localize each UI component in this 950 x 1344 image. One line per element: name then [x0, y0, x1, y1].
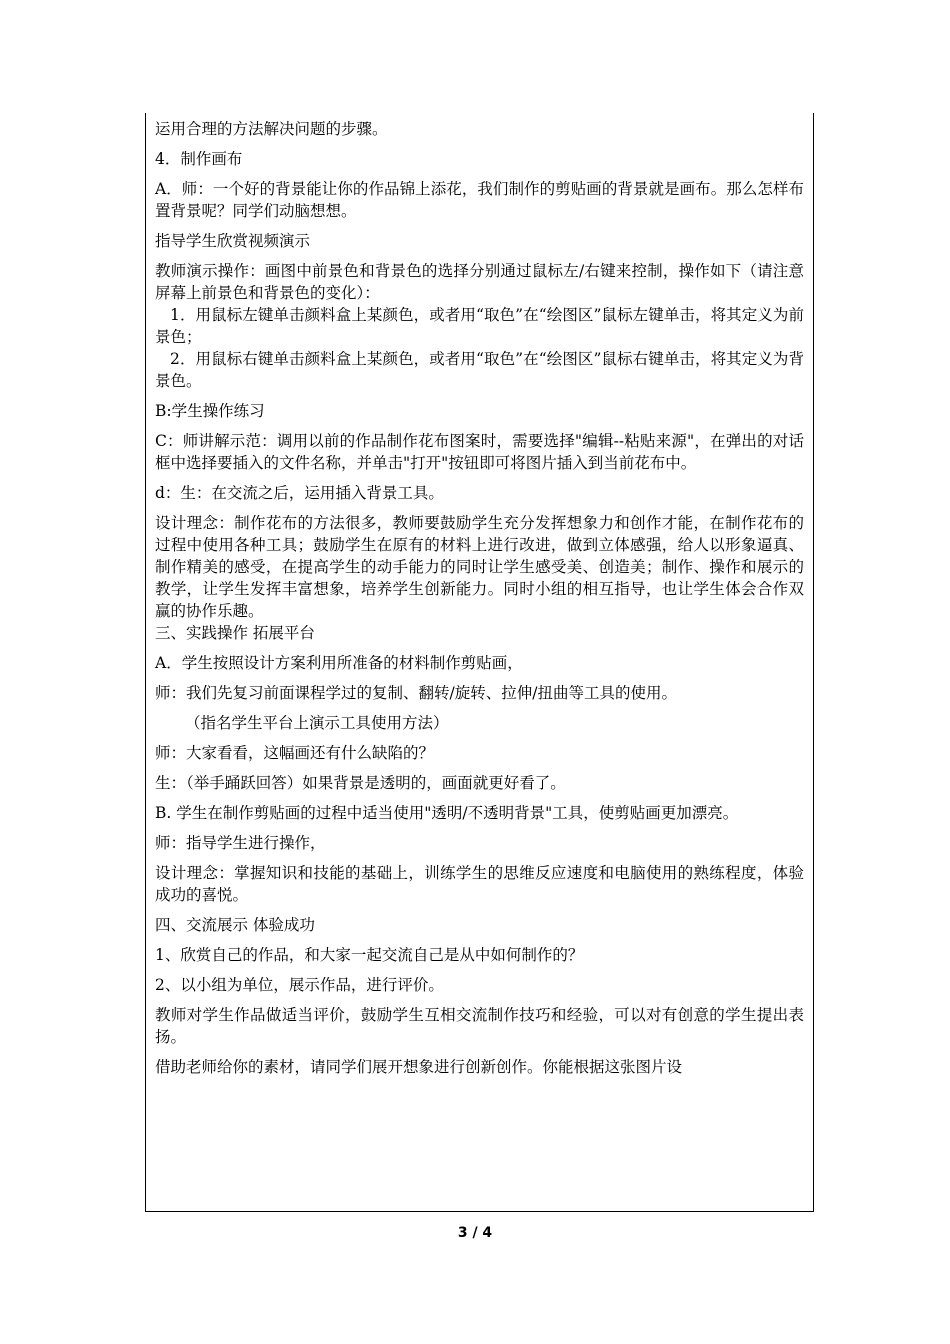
document-body	[146, 113, 813, 1078]
step-item: 2．用鼠标右键单击颜料盒上某颜色，或者用“取色”在“绘图区”鼠标右键单击，将其定义为背景色。	[155, 350, 804, 390]
paragraph: 生：（举手踊跃回答）如果背景是透明的，画面就更好看了。	[155, 774, 566, 792]
paragraph: （指名学生平台上演示工具使用方法）	[185, 714, 449, 732]
paragraph: 师：大家看看，这幅画还有什么缺陷的？	[155, 744, 435, 762]
paragraph: 师：我们先复习前面课程学过的复制、翻转/旋转、拉伸/扭曲等工具的使用。	[155, 684, 677, 702]
design-rationale: 设计理念：掌握知识和技能的基础上，训练学生的思维反应速度和电脑使用的熟练程度，体验成功的喜悦。	[155, 864, 804, 904]
section-heading: 四、交流展示 体验成功	[155, 916, 315, 934]
paragraph: 运用合理的方法解决问题的步骤。	[155, 120, 388, 138]
page-frame	[145, 113, 814, 1212]
paragraph: d：生：在交流之后，运用插入背景工具。	[155, 484, 444, 502]
section-heading: 4．制作画布	[155, 150, 243, 168]
paragraph: 1、欣赏自己的作品，和大家一起交流自己是从中如何制作的？	[155, 946, 584, 964]
paragraph: 指导学生欣赏视频演示	[155, 232, 311, 250]
paragraph: 教师演示操作：画图中前景色和背景色的选择分别通过鼠标左/右键来控制，操作如下（请注意屏幕上前景色和背景色的变化）：	[155, 262, 804, 302]
section-heading: 三、实践操作 拓展平台	[155, 624, 315, 642]
paragraph: A．学生按照设计方案利用所准备的材料制作剪贴画，	[155, 654, 523, 672]
page-number: 3 / 4	[457, 1225, 493, 1241]
paragraph: 教师对学生作品做适当评价，鼓励学生互相交流制作技巧和经验，可以对有创意的学生提出表扬。	[155, 1006, 804, 1046]
design-rationale: 设计理念：制作花布的方法很多，教师要鼓励学生充分发挥想象力和创作才能，在制作花布的过程中使用各种工具；鼓励学生在原有的材料上进行改进，做到立体感强，给人以形象逼真、制作精美的感受，在提高学生的动手能力的同时让学生感受美、创造美；制作、操作和展示的教学，让学生发挥丰富想象，培养学生创新能力。同时小组的相互指导，也让学生体会合作双赢的协作乐趣。	[155, 514, 804, 620]
paragraph: 借助老师给你的素材，请同学们展开想象进行创新创作。你能根据这张图片设	[155, 1058, 683, 1076]
paragraph: B:学生操作练习	[155, 402, 265, 420]
paragraph: A．师：一个好的背景能让你的作品锦上添花，我们制作的剪贴画的背景就是画布。那么怎样布置背景呢？同学们动脑想想。	[155, 180, 804, 220]
step-item: 1．用鼠标左键单击颜料盒上某颜色，或者用“取色”在“绘图区”鼠标左键单击，将其定义为前景色；	[155, 306, 804, 346]
paragraph: 师：指导学生进行操作，	[155, 834, 326, 852]
paragraph: 2、以小组为单位，展示作品，进行评价。	[155, 976, 444, 994]
paragraph: C：师讲解示范：调用以前的作品制作花布图案时，需要选择"编辑--粘贴来源"，在弹出的对话框中选择要插入的文件名称，并单击"打开"按钮即可将图片插入到当前花布中。	[155, 432, 804, 472]
paragraph: B. 学生在制作剪贴画的过程中适当使用"透明/不透明背景"工具，使剪贴画更加漂亮。	[155, 804, 739, 822]
